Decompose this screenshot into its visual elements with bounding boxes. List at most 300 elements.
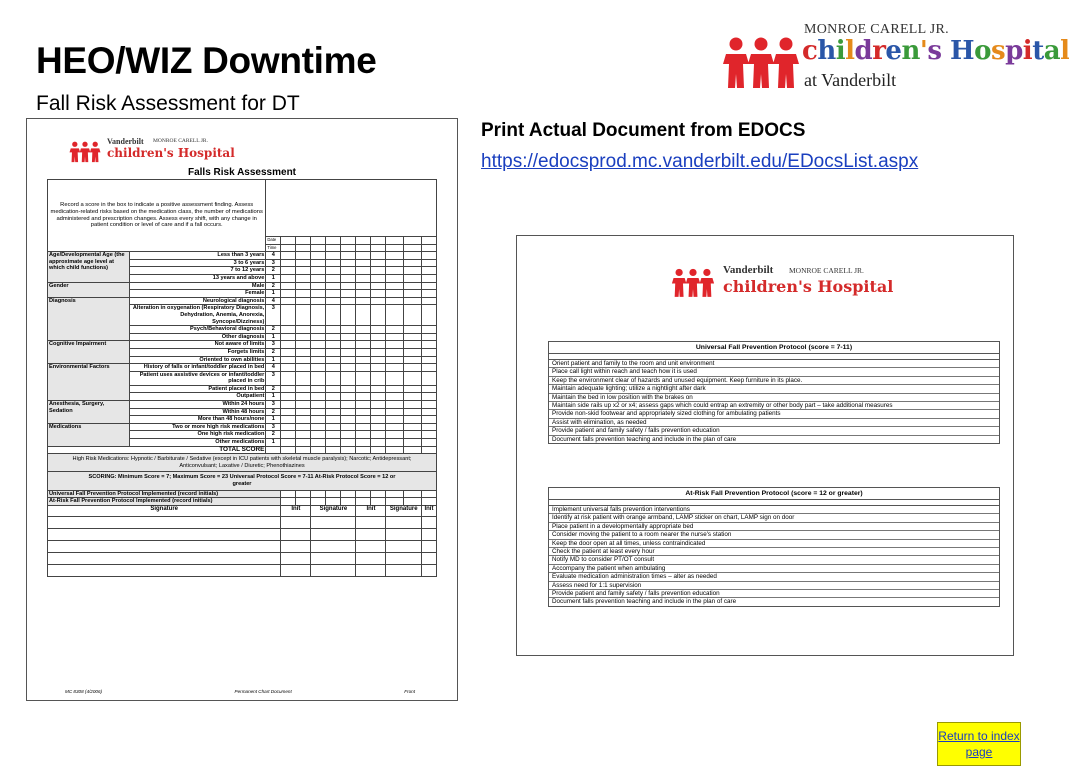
score-entry-cell (386, 401, 404, 409)
option-score: 2 (266, 431, 281, 439)
score-entry-cell (386, 408, 404, 416)
document-logo (667, 264, 894, 300)
option-score: 2 (266, 282, 281, 290)
score-entry-cell (326, 356, 341, 364)
score-entry-cell (386, 326, 404, 334)
option-score: 1 (266, 356, 281, 364)
category-label: Environmental Factors (48, 364, 130, 401)
score-entry-cell (326, 416, 341, 424)
score-entry-cell (356, 423, 371, 431)
score-entry-cell (371, 393, 386, 401)
option-label: More than 48 hours/none (130, 416, 266, 424)
score-entry-cell (421, 282, 436, 290)
score-entry-cell (341, 297, 356, 305)
score-entry-cell (404, 305, 422, 326)
score-entry-cell (281, 356, 296, 364)
score-entry-cell (326, 282, 341, 290)
signature-cell (421, 516, 436, 528)
document-footer (65, 689, 415, 694)
score-entry-cell (326, 371, 341, 385)
protocol-item: Maintain side rails up x2 or x4; assess gaps which could entrap an extremity or other body part – take additional measures (549, 402, 999, 410)
score-entry-cell (326, 393, 341, 401)
score-entry-cell (421, 356, 436, 364)
total-row (48, 446, 437, 454)
score-entry-cell (281, 385, 296, 393)
score-entry-cell (296, 408, 311, 416)
signature-header: Signature (386, 505, 421, 516)
atrisk-implemented-row (48, 498, 437, 506)
signature-cell (311, 516, 356, 528)
score-entry-cell (404, 356, 422, 364)
total-score-label: TOTAL SCORE (48, 446, 266, 454)
score-entry-cell (311, 408, 326, 416)
score-entry-cell (386, 371, 404, 385)
score-entry-cell (404, 364, 422, 372)
score-entry-cell (356, 446, 371, 454)
high-risk-medications: High Risk Medications: Hypnotic / Barbiturate / Sedative (except in ICU patients with skeletal muscle paralysis); Narcotic; Antidepressant; Anticonvulsant; Laxative / Diuretic; Phenothiazines (48, 454, 437, 472)
category-label: Medications (48, 423, 130, 446)
score-entry-cell (421, 267, 436, 275)
option-label: Patient uses assistive devices or infant/toddler placed in crib (130, 371, 266, 385)
score-entry-cell (326, 401, 341, 409)
form-type: Permanent Chart Document (234, 689, 292, 694)
score-entry-cell (356, 416, 371, 424)
score-entry-cell (311, 259, 326, 267)
score-entry-cell (386, 431, 404, 439)
score-entry-cell (296, 356, 311, 364)
score-entry-cell (421, 252, 436, 260)
score-entry-cell (371, 439, 386, 447)
scoring-row (48, 472, 437, 490)
score-entry-cell (311, 401, 326, 409)
protocol-item: Assist with elimination, as needed (549, 419, 999, 427)
score-entry-cell (386, 348, 404, 356)
assessment-title: Falls Risk Assessment (187, 167, 297, 178)
score-entry-cell (404, 446, 422, 454)
logo-line-vanderbilt: at Vanderbilt (804, 70, 897, 90)
score-entry-cell (386, 341, 404, 349)
option-score: 4 (266, 297, 281, 305)
score-entry-cell (311, 356, 326, 364)
signature-header: Signature (311, 505, 356, 516)
signature-cell (356, 516, 386, 528)
signature-row (48, 516, 437, 528)
option-label: Psych/Behavioral diagnosis (130, 326, 266, 334)
option-score: 2 (266, 267, 281, 275)
signature-cell (281, 528, 311, 540)
doc-logo-childrens: children's Hospital (107, 146, 235, 160)
logo-letter (941, 36, 950, 66)
score-entry-cell (311, 371, 326, 385)
score-entry-cell (386, 259, 404, 267)
score-entry-cell (421, 439, 436, 447)
score-entry-cell (296, 267, 311, 275)
score-entry-cell (356, 431, 371, 439)
score-entry-cell (371, 401, 386, 409)
logo-letter: p (1005, 36, 1023, 66)
score-entry-cell (326, 237, 341, 245)
score-entry-cell (404, 416, 422, 424)
score-entry-cell (341, 267, 356, 275)
score-entry-cell (421, 393, 436, 401)
doc-logo-vanderbilt: Vanderbilt (723, 264, 774, 276)
score-entry-cell (296, 385, 311, 393)
score-entry-cell (281, 290, 296, 298)
date-label: Date (266, 237, 281, 245)
form-side: Front (404, 689, 415, 694)
score-entry-cell (311, 326, 326, 334)
edocs-link[interactable]: https://edocsprod.mc.vanderbilt.edu/EDocsList.aspx (481, 151, 919, 172)
table-row (48, 297, 437, 305)
table-row (48, 423, 437, 431)
protocol-item: Check the patient at least every hour (549, 548, 999, 556)
option-score: 1 (266, 274, 281, 282)
score-entry-cell (404, 439, 422, 447)
score-entry-cell (404, 385, 422, 393)
protocol-item: Identify at risk patient with orange armband, LAMP sticker on chart, LAMP sign on door (549, 514, 999, 522)
score-entry-cell (326, 498, 341, 506)
score-entry-cell (356, 364, 371, 372)
option-score: 4 (266, 252, 281, 260)
option-label: History of falls or infant/toddler placed in bed (130, 364, 266, 372)
logo-letter: s (927, 36, 942, 66)
option-label: Two or more high risk medications (130, 423, 266, 431)
table-row (48, 341, 437, 349)
score-entry-cell (386, 274, 404, 282)
option-score: 3 (266, 371, 281, 385)
score-entry-cell (404, 348, 422, 356)
score-entry-cell (296, 348, 311, 356)
protocol-item: Consider moving the patient to a room nearer the nurse's station (549, 531, 999, 539)
scoring-info: SCORING: Minimum Score = 7; Maximum Score = 23 Universal Protocol Score = 7-11 At-Risk Protocol Score = 12 or greater (48, 472, 437, 490)
score-entry-cell (341, 490, 356, 498)
protocol-item: Keep the environment clear of hazards and unused equipment. Keep furniture in its place. (549, 377, 999, 385)
signature-header: Init (281, 505, 311, 516)
doc-logo-vanderbilt: Vanderbilt (107, 137, 144, 146)
score-entry-cell (341, 326, 356, 334)
high-risk-row (48, 454, 437, 472)
print-instruction: Print Actual Document from EDOCS (481, 120, 806, 141)
score-entry-cell (311, 431, 326, 439)
score-entry-cell (311, 423, 326, 431)
protocol-item: Place patient in a developmentally appropriate bed (549, 523, 999, 531)
option-score: 1 (266, 333, 281, 341)
signature-cell (421, 540, 436, 552)
score-entry-cell (421, 290, 436, 298)
score-entry-cell (421, 401, 436, 409)
header-spacer (266, 180, 437, 237)
protocol-item: Provide non-skid footwear and appropriately sized clothing for ambulating patients (549, 410, 999, 418)
score-entry-cell (371, 498, 386, 506)
paper-dolls-icon (67, 141, 103, 163)
score-entry-cell (281, 267, 296, 275)
score-entry-cell (341, 385, 356, 393)
score-entry-cell (356, 490, 371, 498)
score-entry-cell (296, 305, 311, 326)
option-label: Less than 3 years (130, 252, 266, 260)
score-entry-cell (341, 364, 356, 372)
slide-title: HEO/WIZ Downtime (36, 40, 377, 81)
logo-letter: i (1022, 36, 1033, 66)
score-entry-cell (386, 290, 404, 298)
score-entry-cell (371, 252, 386, 260)
option-score: 2 (266, 408, 281, 416)
score-entry-cell (421, 364, 436, 372)
score-entry-cell (386, 282, 404, 290)
signature-row (48, 540, 437, 552)
score-entry-cell (404, 333, 422, 341)
score-entry-cell (371, 305, 386, 326)
score-entry-cell (371, 290, 386, 298)
score-entry-cell (371, 385, 386, 393)
score-entry-cell (281, 341, 296, 349)
score-entry-cell (421, 348, 436, 356)
option-label: Patient placed in bed (130, 385, 266, 393)
protocol-item: Place call light within reach and teach how it is used (549, 368, 999, 376)
protocol-item: Document falls prevention teaching and include in the plan of care (552, 598, 737, 606)
score-entry-cell (296, 401, 311, 409)
signature-cell (356, 528, 386, 540)
category-label: Gender (48, 282, 130, 297)
score-entry-cell (421, 305, 436, 326)
logo-letter: d (854, 36, 873, 66)
slide-subtitle: Fall Risk Assessment for DT (36, 92, 300, 115)
score-entry-cell (296, 490, 311, 498)
score-entry-cell (326, 364, 341, 372)
score-entry-cell (341, 259, 356, 267)
score-entry-cell (356, 348, 371, 356)
score-entry-cell (356, 408, 371, 416)
signature-cell (48, 540, 281, 552)
return-to-index-button[interactable]: Return to index page (937, 722, 1021, 766)
protocol-item: Notify MD to consider PT/OT consult (549, 556, 999, 564)
score-entry-cell (296, 290, 311, 298)
score-entry-cell (371, 364, 386, 372)
option-score: 3 (266, 305, 281, 326)
score-entry-cell (341, 348, 356, 356)
logo-letter: h (817, 36, 836, 66)
score-entry-cell (404, 431, 422, 439)
signature-cell (356, 564, 386, 576)
category-label: Cognitive Impairment (48, 341, 130, 364)
score-entry-cell (326, 326, 341, 334)
score-entry-cell (311, 290, 326, 298)
score-entry-cell (386, 423, 404, 431)
score-entry-cell (311, 416, 326, 424)
score-entry-cell (281, 393, 296, 401)
score-entry-cell (326, 297, 341, 305)
score-entry-cell (341, 305, 356, 326)
score-entry-cell (311, 439, 326, 447)
score-entry-cell (341, 498, 356, 506)
logo-line-childrens (802, 36, 1069, 66)
logo-letter: l (1060, 36, 1069, 66)
logo-letter: l (845, 36, 855, 66)
score-entry-cell (371, 416, 386, 424)
score-entry-cell (386, 498, 404, 506)
signature-cell (281, 552, 311, 564)
score-entry-cell (326, 290, 341, 298)
score-entry-cell (296, 423, 311, 431)
score-entry-cell (296, 326, 311, 334)
score-entry-cell (311, 267, 326, 275)
option-score: 4 (266, 364, 281, 372)
protocol-item: Assess need for 1:1 supervision (549, 582, 999, 590)
signature-cell (311, 540, 356, 552)
option-score: 2 (266, 326, 281, 334)
score-entry-cell (311, 305, 326, 326)
option-label: 3 to 6 years (130, 259, 266, 267)
score-entry-cell (404, 423, 422, 431)
score-entry-cell (281, 401, 296, 409)
score-entry-cell (421, 431, 436, 439)
category-label: Age/Developmental Age (the approximate age level at which child functions) (48, 252, 130, 282)
score-entry-cell (386, 446, 404, 454)
score-entry-cell (296, 259, 311, 267)
signature-row (48, 552, 437, 564)
option-label: Outpatient (130, 393, 266, 401)
protocol-item: Maintain adequate lighting; utilize a nightlight after dark (549, 385, 999, 393)
score-entry-cell (356, 244, 371, 252)
score-entry-cell (281, 348, 296, 356)
score-entry-cell (296, 364, 311, 372)
score-entry-cell (296, 297, 311, 305)
score-entry-cell (371, 259, 386, 267)
option-score: 1 (266, 439, 281, 447)
logo-line-monroe: MONROE CARELL JR. (804, 22, 949, 37)
score-entry-cell (356, 401, 371, 409)
score-entry-cell (386, 305, 404, 326)
table-row (48, 282, 437, 290)
score-entry-cell (404, 498, 422, 506)
option-label: Within 24 hours (130, 401, 266, 409)
atrisk-implemented-row-label: At-Risk Fall Prevention Protocol Implemented (record initials) (48, 498, 281, 506)
score-entry-cell (371, 356, 386, 364)
score-entry-cell (356, 356, 371, 364)
signature-cell (421, 552, 436, 564)
score-entry-cell (281, 364, 296, 372)
logo-letter: H (950, 36, 975, 66)
score-entry-cell (386, 416, 404, 424)
signature-header: Init (421, 505, 436, 516)
time-label: Time (266, 244, 281, 252)
score-entry-cell (311, 297, 326, 305)
score-entry-cell (371, 274, 386, 282)
score-entry-cell (341, 356, 356, 364)
score-entry-cell (386, 267, 404, 275)
option-score: 2 (266, 385, 281, 393)
signature-cell (48, 552, 281, 564)
logo-letter: a (1043, 36, 1061, 66)
protocol-item: Implement universal falls prevention interventions (549, 506, 999, 514)
score-entry-cell (371, 282, 386, 290)
score-entry-cell (371, 237, 386, 245)
universal-implemented-row-label: Universal Fall Prevention Protocol Implemented (record initials) (48, 490, 281, 498)
score-entry-cell (311, 490, 326, 498)
option-score: 1 (266, 393, 281, 401)
score-entry-cell (356, 237, 371, 245)
score-entry-cell (421, 371, 436, 385)
score-entry-cell (356, 439, 371, 447)
score-entry-cell (421, 274, 436, 282)
score-entry-cell (421, 297, 436, 305)
score-entry-cell (341, 290, 356, 298)
score-entry-cell (421, 385, 436, 393)
option-label: Oriented to own abilities (130, 356, 266, 364)
score-entry-cell (371, 348, 386, 356)
protocol-item: Provide patient and family safety / falls prevention education (549, 427, 999, 435)
protocol-item: Document falls prevention teaching and include in the plan of care (552, 435, 737, 443)
score-entry-cell (386, 364, 404, 372)
score-entry-cell (371, 431, 386, 439)
signature-cell (281, 564, 311, 576)
score-entry-cell (404, 393, 422, 401)
score-entry-cell (311, 244, 326, 252)
signature-cell (386, 540, 421, 552)
score-entry-cell (371, 408, 386, 416)
score-entry-cell (281, 439, 296, 447)
score-entry-cell (341, 408, 356, 416)
score-entry-cell (326, 333, 341, 341)
score-entry-cell (341, 431, 356, 439)
option-label: Within 48 hours (130, 408, 266, 416)
score-entry-cell (296, 371, 311, 385)
score-entry-cell (404, 297, 422, 305)
score-entry-cell (421, 498, 436, 506)
score-entry-cell (404, 290, 422, 298)
score-entry-cell (371, 341, 386, 349)
falls-risk-table (47, 179, 437, 577)
score-entry-cell (281, 237, 296, 245)
score-entry-cell (281, 431, 296, 439)
score-entry-cell (341, 401, 356, 409)
doc-logo-childrens: children's Hospital (723, 277, 894, 296)
signature-cell (356, 552, 386, 564)
score-entry-cell (386, 356, 404, 364)
option-label: 7 to 12 years (130, 267, 266, 275)
score-entry-cell (371, 267, 386, 275)
score-entry-cell (326, 259, 341, 267)
signature-cell (311, 528, 356, 540)
score-entry-cell (356, 498, 371, 506)
signature-cell (356, 540, 386, 552)
score-entry-cell (296, 446, 311, 454)
score-entry-cell (341, 393, 356, 401)
score-entry-cell (296, 416, 311, 424)
table-row (48, 364, 437, 372)
score-entry-cell (296, 333, 311, 341)
option-score: 3 (266, 423, 281, 431)
signature-header: Signature (48, 505, 281, 516)
score-entry-cell (386, 244, 404, 252)
score-entry-cell (341, 333, 356, 341)
protocol-title: Universal Fall Prevention Protocol (score = 7-11) (549, 342, 999, 354)
universal-protocol-box (548, 341, 1000, 444)
score-entry-cell (326, 490, 341, 498)
option-score: 3 (266, 401, 281, 409)
table-row (48, 252, 437, 260)
score-entry-cell (341, 274, 356, 282)
score-entry-cell (326, 408, 341, 416)
score-entry-cell (421, 237, 436, 245)
score-entry-cell (341, 416, 356, 424)
score-entry-cell (311, 364, 326, 372)
score-entry-cell (326, 274, 341, 282)
score-entry-cell (404, 408, 422, 416)
score-entry-cell (281, 408, 296, 416)
score-entry-cell (356, 267, 371, 275)
instructions-row (48, 180, 437, 237)
